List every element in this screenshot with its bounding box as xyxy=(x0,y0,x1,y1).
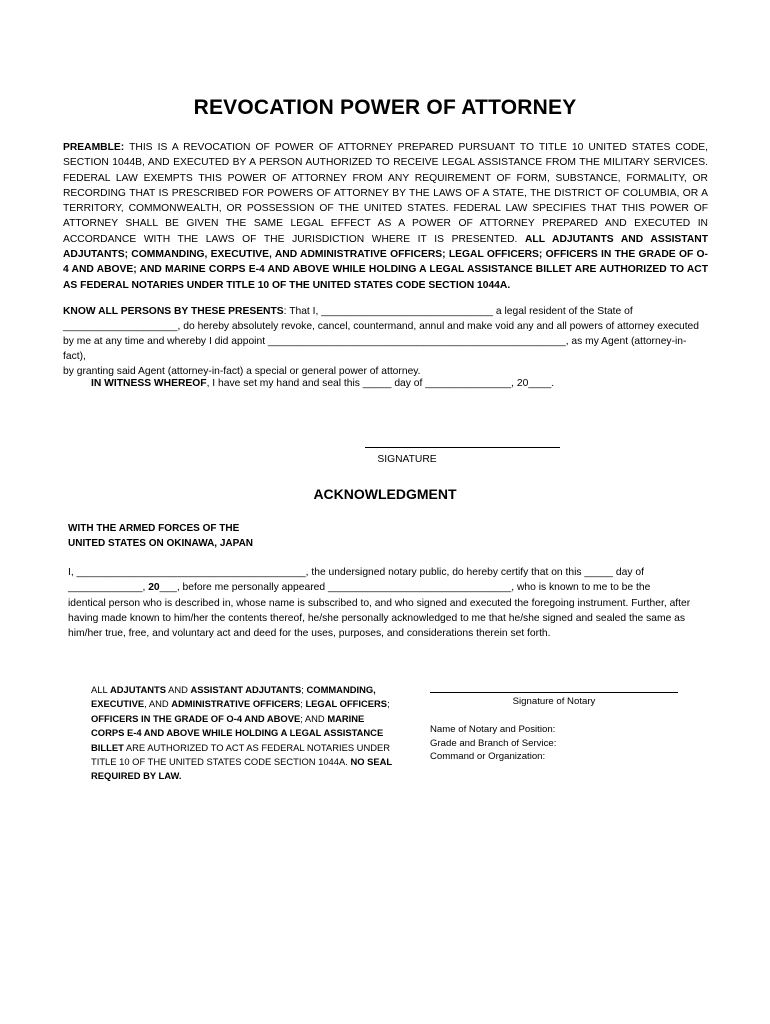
note-text: ; xyxy=(300,698,306,710)
know-all-line2: , do hereby absolutely revoke, cancel, countermand, annul and make void any and all powers of attorney executed xyxy=(177,321,700,332)
notary-command: Command or Organization: xyxy=(430,751,546,763)
note-bold: ASSISTANT ADJUTANTS xyxy=(190,684,302,695)
note-bold: NO SEAL REQUIRED BY LAW. xyxy=(91,756,392,782)
know-all-line3: by me at any time and whereby I did appoint ____________________________________________________, as my Agent (attorney-in-fact), xyxy=(63,336,687,362)
note-bold: ADJUTANTS xyxy=(109,684,167,695)
document-title: REVOCATION POWER OF ATTORNEY xyxy=(193,96,577,119)
witness-paragraph xyxy=(91,378,691,389)
note-text: AND xyxy=(166,684,191,695)
acknowledgment-title: ACKNOWLEDGMENT xyxy=(313,486,457,502)
notary-fields xyxy=(430,723,730,764)
state-blank: ____________________ xyxy=(63,321,178,332)
know-all-line1: : That I, ______________________________ a legal resident of the State of xyxy=(283,306,633,317)
signature-line xyxy=(365,447,560,448)
note-bold: LEGAL OFFICERS xyxy=(305,698,388,710)
note-bold: OFFICERS IN THE GRADE OF O-4 AND ABOVE xyxy=(91,712,301,724)
note-bold: COMMANDING, EXECUTIVE xyxy=(91,684,376,710)
witness-text: , I have set my hand and seal this _____ day of _______________, 20____. xyxy=(206,378,555,389)
certify-line2a: ___, before me personally appeared ________________________________ xyxy=(159,582,512,594)
location-line-1: WITH THE ARMED FORCES OF THE xyxy=(68,523,240,534)
note-text: ALL xyxy=(91,684,110,695)
note-text: ARE AUTHORIZED TO ACT AS FEDERAL NOTARIES UNDER TITLE 10 OF THE UNITED STATES CODE SECTION 1044A. xyxy=(91,741,391,768)
note-text: , AND xyxy=(144,698,172,710)
location-line-2: UNITED STATES ON OKINAWA, JAPAN xyxy=(68,538,254,549)
certify-paragraph xyxy=(68,565,708,641)
note-text: ; xyxy=(301,684,307,695)
year-prefix: 20 xyxy=(148,582,160,594)
notary-name-position: Name of Notary and Position: xyxy=(430,724,556,735)
know-all-paragraph xyxy=(63,304,708,379)
witness-label: IN WITNESS WHEREOF xyxy=(91,378,207,389)
notary-signature-line xyxy=(430,692,678,693)
certify-line1: I, ________________________________________, the undersigned notary public, do hereby certify that on this _____ day of xyxy=(68,567,644,578)
know-all-line4: by granting said Agent (attorney-in-fact) a special or general power of attorney. xyxy=(63,366,421,377)
preamble-label: PREAMBLE: xyxy=(63,142,125,153)
certify-line3: identical person who is described in, whose name is subscribed to, and who signed and executed the foregoing instrument. Further, after having made known to him/her the contents thereof, he/she personally acknowledged to me that he/she signed and sealed the same as him/her true, free, and voluntary act and deed for the uses, purposes, and considerations therein set forth. xyxy=(68,597,691,640)
authorized-notaries-note xyxy=(91,683,396,784)
notary-signature-label: Signature of Notary xyxy=(512,696,596,707)
preamble-paragraph xyxy=(63,140,708,293)
signature-label: SIGNATURE xyxy=(377,454,437,465)
acknowledgment-location xyxy=(68,521,368,551)
note-bold: MARINE CORPS E-4 AND ABOVE WHILE HOLDING A LEGAL ASSISTANCE BILLET xyxy=(91,712,384,753)
certify-line2b: , who is known to me to be the xyxy=(511,582,651,594)
note-bold: ADMINISTRATIVE OFFICERS xyxy=(171,698,301,710)
preamble-bold-text: ALL ADJUTANTS AND ASSISTANT ADJUTANTS; COMMANDING, EXECUTIVE, AND ADMINISTRATIVE OFFICERS; LEGAL OFFICERS; OFFICERS IN THE GRADE OF O-4 AND ABOVE; AND MARINE CORPS E-4 AND ABOVE WHILE HOLDING A LEGAL ASSISTANCE BILLET ARE AUTHORIZED TO ACT AS FEDERAL NOTARIES UNDER TITLE 10 OF THE UNITED STATES CODE SECTION 1044A. xyxy=(63,233,708,291)
note-text: ; AND xyxy=(300,712,328,724)
note-text: ; xyxy=(387,698,390,710)
notary-grade-branch: Grade and Branch of Service: xyxy=(430,737,557,749)
preamble-text: THIS IS A REVOCATION OF POWER OF ATTORNEY PREPARED PURSUANT TO TITLE 10 UNITED STATES CODE, SECTION 1044B, AND EXECUTED BY A PERSON AUTHORIZED TO RECEIVE LEGAL ASSISTANCE FROM THE MILITARY SERVICES. FEDERAL LAW EXEMPTS THIS POWER OF ATTORNEY FROM ANY REQUIREMENT OF FORM, SUBSTANCE, FORMALITY, OR RECORDING THAT IS PRESCRIBED FOR POWERS OF ATTORNEY BY THE LAWS OF A STATE, THE DISTRICT OF COLUMBIA, OR A TERRITORY, COMMONWEALTH, OR POSSESSION OF THE UNITED STATES. FEDERAL LAW SPECIFIES THAT THIS POWER OF ATTORNEY SHALL BE GIVEN THE SAME LEGAL EFFECT AS A POWER OF ATTORNEY PREPARED AND EXECUTED IN ACCORDANCE WITH THE LAWS OF THE JURISDICTION WHERE IT IS PRESENTED. xyxy=(63,142,708,245)
date-blank: _____________, xyxy=(68,582,146,594)
know-all-label: KNOW ALL PERSONS BY THESE PRESENTS xyxy=(63,306,284,317)
